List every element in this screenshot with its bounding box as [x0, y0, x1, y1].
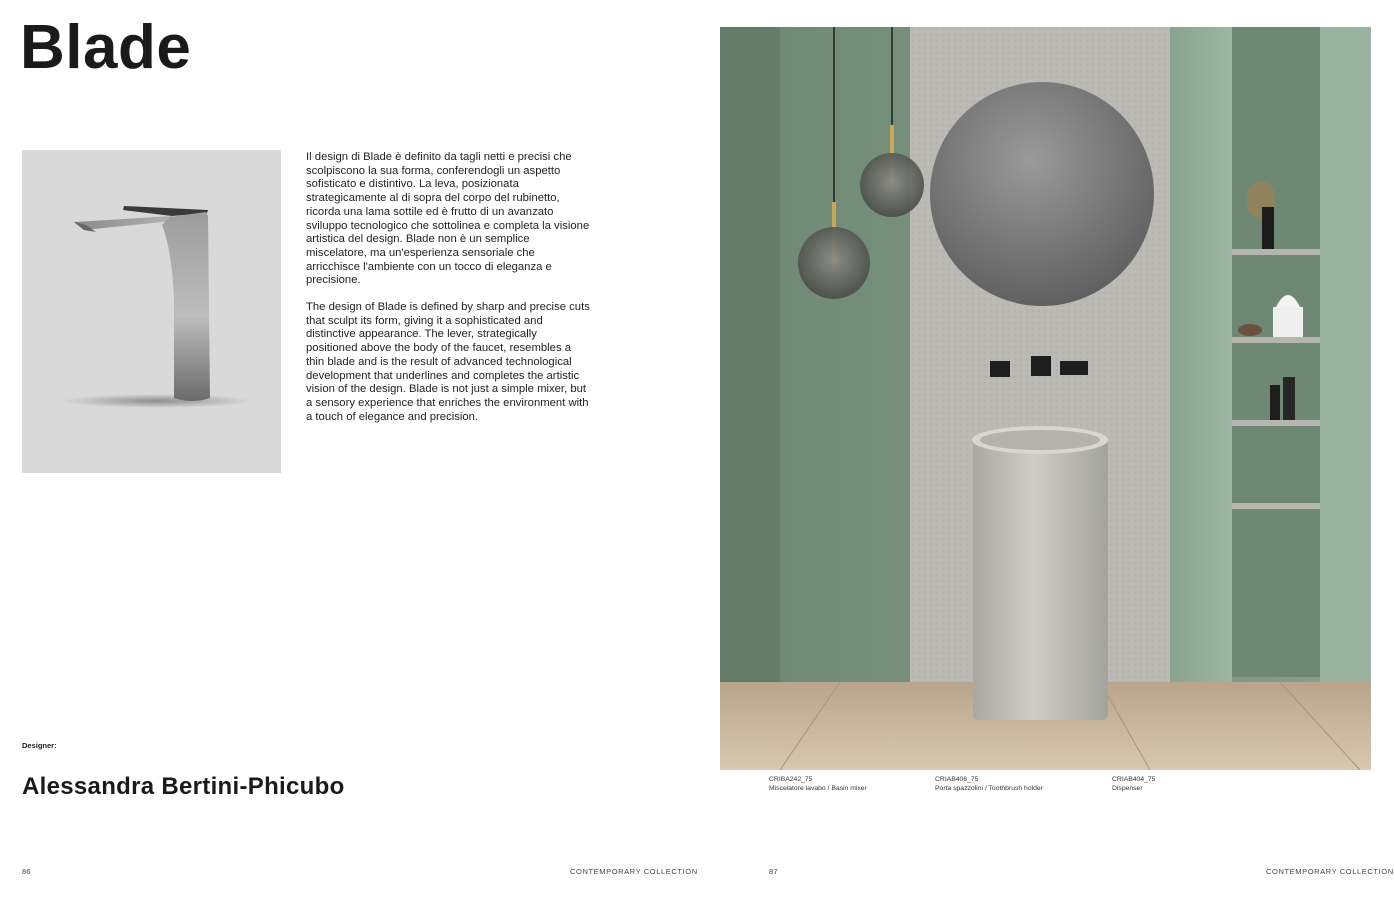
- description-english: [306, 301, 591, 424]
- designer-name: Alessandra Bertini-Phicubo: [22, 773, 345, 800]
- description-italian: [306, 151, 591, 288]
- page-number-left: 86: [22, 867, 31, 876]
- page-title: Blade: [20, 13, 192, 82]
- caption-code: CRIBA242_75: [769, 776, 813, 783]
- collection-label-left: CONTEMPORARY COLLECTION: [570, 867, 698, 876]
- faucet-product-image: [22, 150, 281, 473]
- caption-name: Miscelatore lavabo / Basin mixer: [769, 784, 867, 792]
- caption-basin-mixer: [769, 776, 867, 793]
- page-number-right: 87: [769, 867, 778, 876]
- faucet-illustration: [22, 150, 281, 473]
- description-english-text: The design of Blade is defined by sharp and precise cuts that sculpt its form, giving it a sophisticated and distinctive appearance. The lever, strategically positioned above the body of the faucet, resembles a thin blade and is the result of advanced technological development that underlines and completes the artistic vision of the design. Blade is not just a simple mixer, but a sensory experience that enriches the environment with a touch of elegance and precision.: [306, 301, 590, 423]
- caption-code: CRIAB404_75: [1112, 776, 1156, 783]
- caption-toothbrush-holder: [935, 776, 1043, 793]
- description-italian-text: Il design di Blade è definito da tagli netti e precisi che scolpiscono la sua forma, conferendogli un aspetto sofisticato e distintivo. La leva, posizionata strategicamente al di sopra del corpo del rubinetto, ricorda una lama sottile ed è frutto di un avanzato sviluppo tecnologico che sottolinea e completa la visione artistica del design. Blade non è un semplice miscelatore, ma un'esperienza sensoriale che arricchisce l'ambiente con un tocco di eleganza e precisione.: [306, 151, 590, 287]
- caption-code: CRIAB406_75: [935, 776, 979, 783]
- collection-label-right: CONTEMPORARY COLLECTION: [1266, 867, 1394, 876]
- bathroom-scene: [720, 27, 1371, 770]
- caption-name: Dispenser: [1112, 784, 1143, 792]
- designer-label: Designer:: [22, 741, 57, 750]
- caption-dispenser: [1112, 776, 1155, 793]
- bathroom-photo: [720, 27, 1371, 770]
- caption-name: Porta spazzolini / Toothbrush holder: [935, 784, 1043, 792]
